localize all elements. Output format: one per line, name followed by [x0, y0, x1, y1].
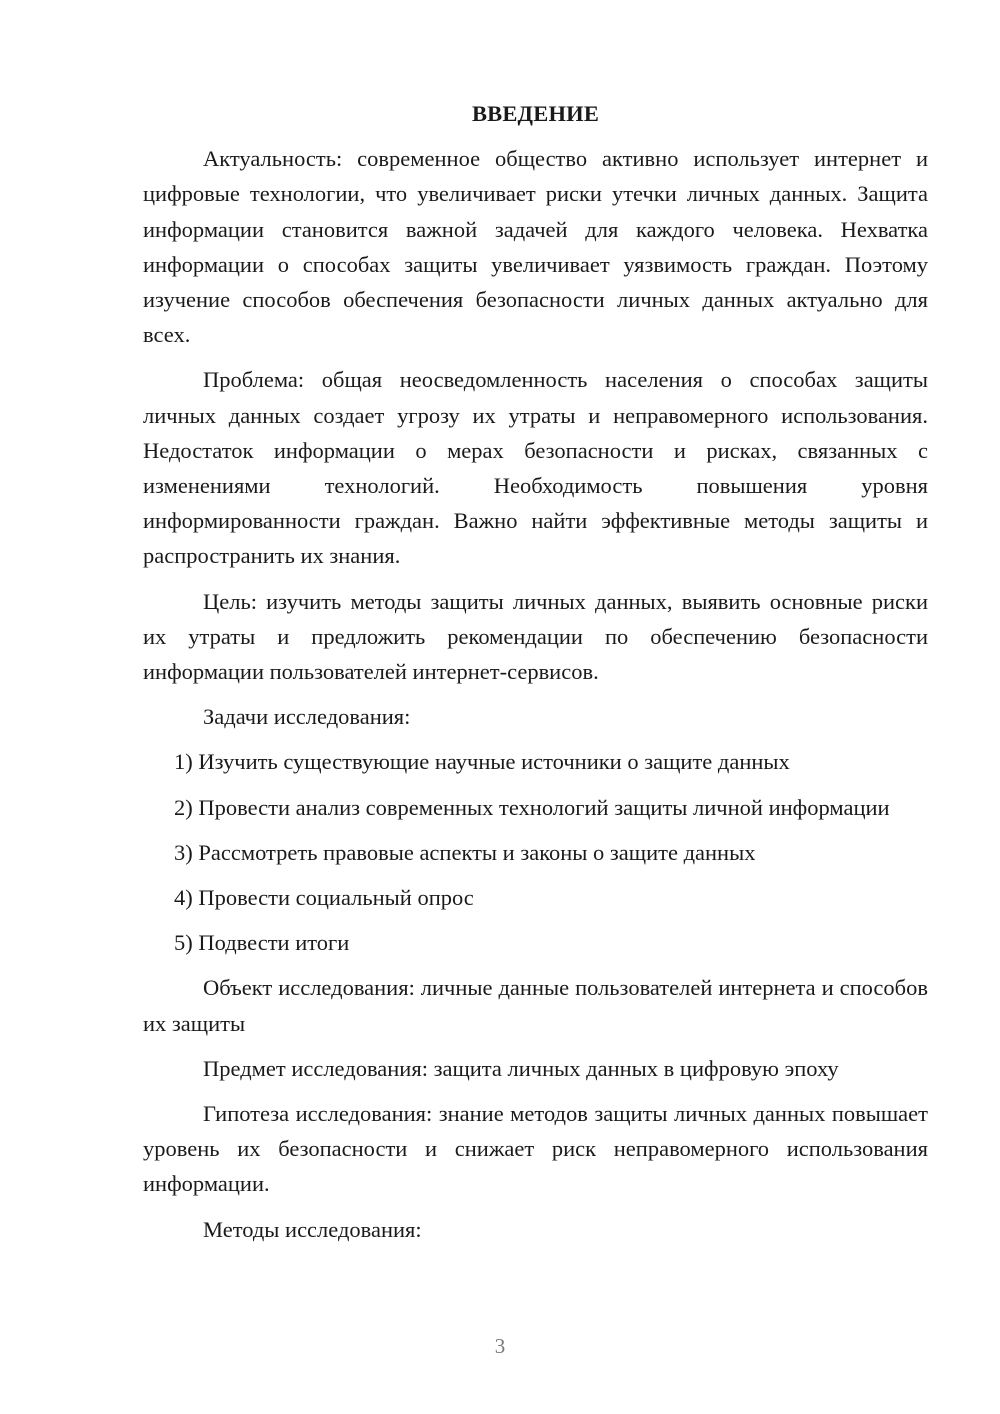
paragraph-relevance: Актуальность: современное общество активно использует интернет и цифровые технологии, что увеличивает риски утечки личных данных. Защита информации становится важной задачей для каждого человека. Нехватка информации о способах защиты увеличивает уязвимость граждан. Поэтому изучение способов обеспечения безопасности личных данных актуально для всех.	[143, 146, 928, 348]
paragraph-goal: Цель: изучить методы защиты личных данных, выявить основные риски их утраты и предложить рекомендации по обеспечению безопасности информации пользователей интернет-сервисов.	[143, 588, 928, 685]
page-title: ВВЕДЕНИЕ	[471, 101, 600, 126]
paragraph-hypothesis: Гипотеза исследования: знание методов защиты личных данных повышает уровень их безопасности и снижает риск неправомерного использования информации.	[143, 1101, 928, 1197]
list-item: 2) Провести анализ современных технологий защиты личной информации	[174, 794, 890, 820]
list-item: 4) Провести социальный опрос	[174, 885, 474, 911]
paragraph-subject: Предмет исследования: защита личных данных в цифровую эпоху	[203, 1055, 839, 1081]
list-item: 3) Рассмотреть правовые аспекты и законы о защите данных	[174, 839, 756, 865]
paragraph-methods-heading: Методы исследования:	[203, 1216, 422, 1242]
page-number: 3	[494, 1334, 506, 1358]
tasks-list	[143, 744, 928, 960]
paragraph-tasks-heading: Задачи исследования:	[203, 704, 411, 730]
list-item: 1) Изучить существующие научные источники о защите данных	[174, 749, 790, 775]
paragraph-problem: Проблема: общая неосведомленность населения о способах защиты личных данных создает угрозу их утраты и неправомерного использования. Недостаток информации о мерах безопасности и рисках, связанных с изменениями технологий. Необходимость повышения уровня информированности граждан. Важно найти эффективные методы защиты и распространить их знания.	[143, 367, 928, 569]
document-page	[143, 96, 928, 1257]
list-item: 5) Подвести итоги	[174, 930, 350, 956]
paragraph-object: Объект исследования: личные данные пользователей интернета и способов их защиты	[143, 975, 928, 1036]
